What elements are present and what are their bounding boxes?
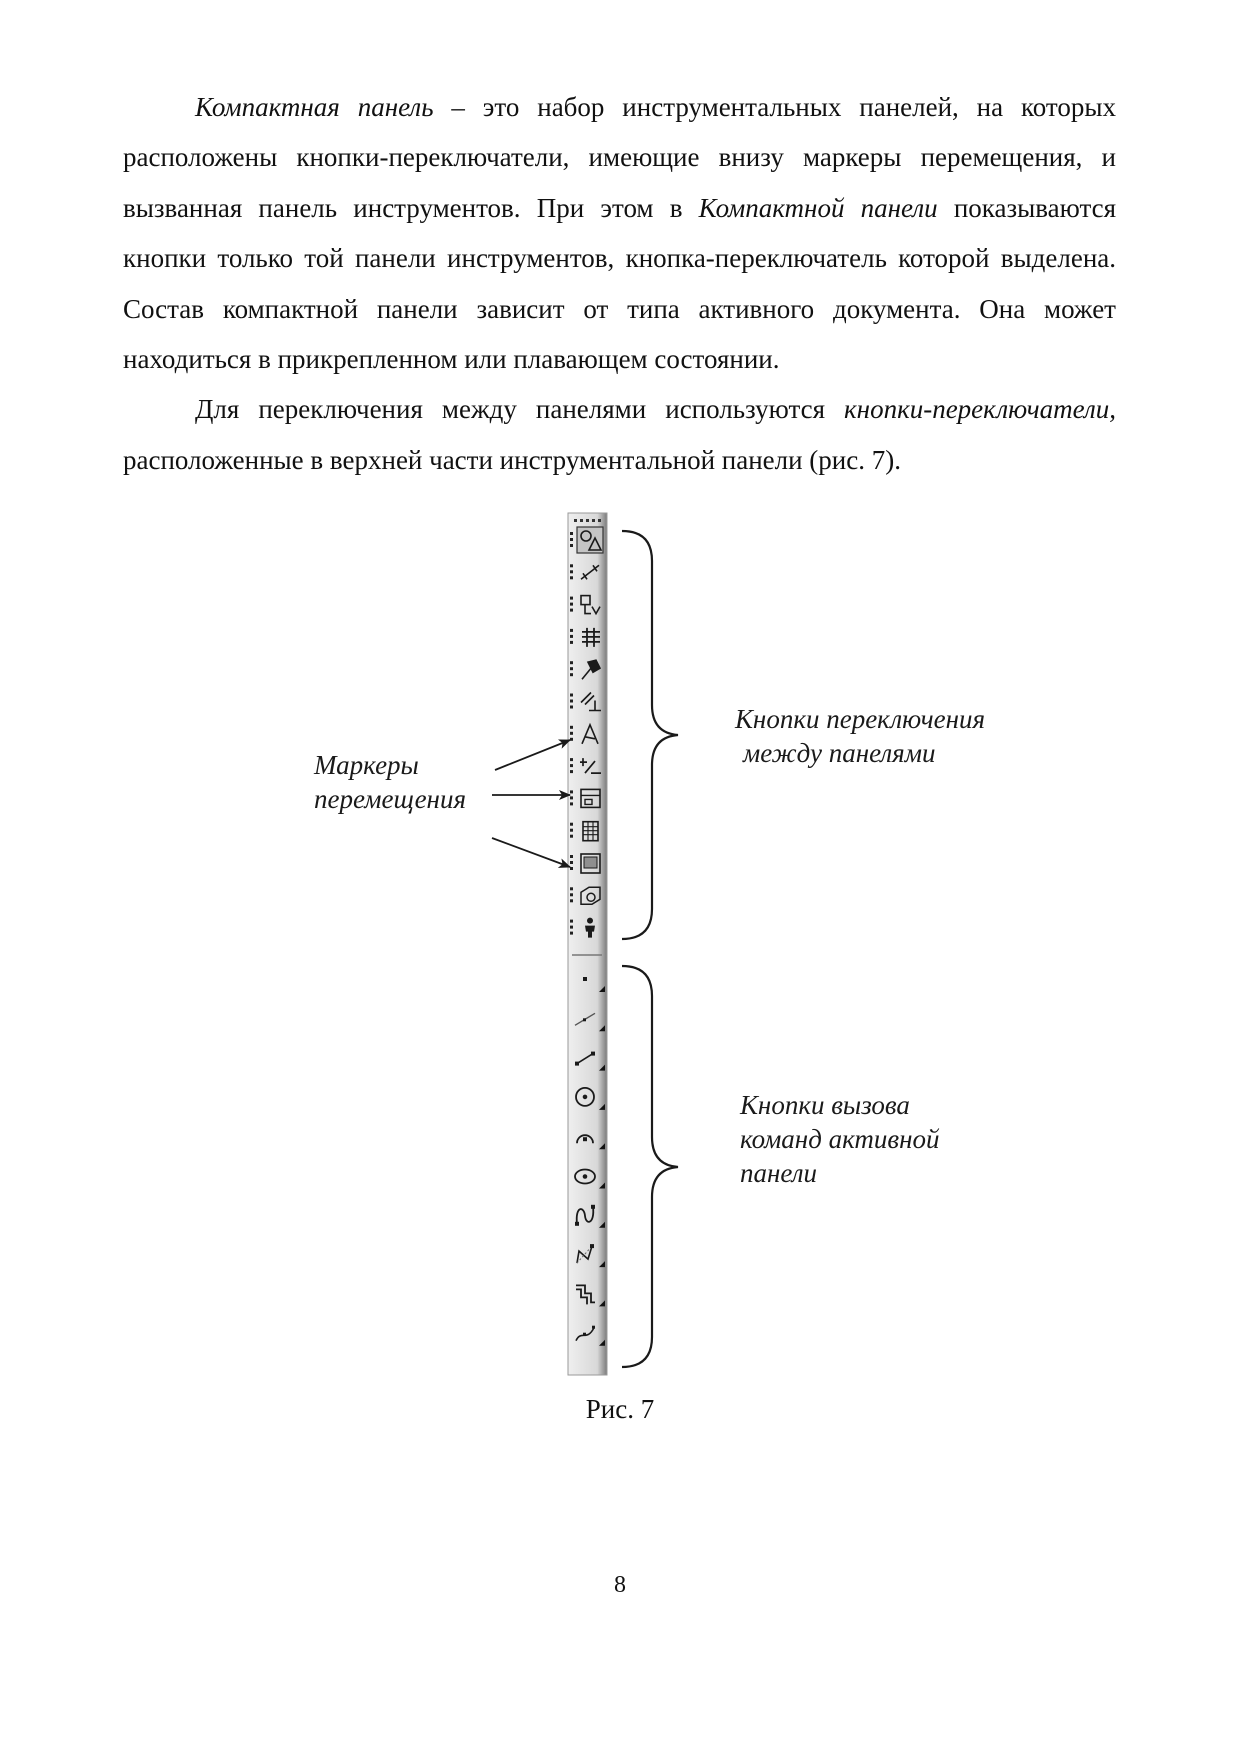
arrow-marker-1 xyxy=(495,740,570,770)
point-icon xyxy=(583,977,587,981)
move-marker[interactable] xyxy=(570,597,573,612)
paragraph-1: Компактная панель – это набор инструментальных панелей, на которых расположены кнопки-переключатели, имеющие внизу маркеры перемещения, и вызванная панель инструментов. При этом в Компактной панели показываются кнопки только той панели инструментов, кнопка-переключатель которой выделена. Состав компактной панели зависит от типа активного документа. Она может находиться в прикрепленном или плавающем состоянии. xyxy=(123,92,1116,375)
term-switch-buttons: кнопки-переключатели, xyxy=(844,394,1116,425)
term-compact-panel-2: Компактной панели xyxy=(698,192,938,223)
move-marker[interactable] xyxy=(570,726,573,741)
brace-switch-buttons xyxy=(622,531,678,939)
move-marker[interactable] xyxy=(570,694,573,709)
label-switch-buttons: Кнопки переключения между панелями xyxy=(735,704,986,768)
move-marker[interactable] xyxy=(570,758,573,773)
move-marker[interactable] xyxy=(570,661,573,676)
move-marker[interactable] xyxy=(570,532,573,547)
label-markers: Маркеры перемещения xyxy=(314,750,466,814)
move-marker[interactable] xyxy=(570,790,573,805)
move-marker[interactable] xyxy=(570,920,573,935)
paragraph-2: Для переключения между панелями используются кнопки-переключатели, расположенные в верхней части инструментальной панели (рис. 7). xyxy=(123,394,1116,475)
move-marker[interactable] xyxy=(570,564,573,579)
move-marker[interactable] xyxy=(570,629,573,644)
label-command-buttons: Кнопки вызова команд активной панели xyxy=(740,1090,940,1188)
page-number: 8 xyxy=(614,1572,626,1598)
move-marker[interactable] xyxy=(570,887,573,902)
move-marker[interactable] xyxy=(570,855,573,870)
brace-command-buttons xyxy=(622,966,678,1367)
move-marker[interactable] xyxy=(570,823,573,838)
term-compact-panel: Компактная панель xyxy=(195,92,434,122)
arrow-marker-3 xyxy=(492,838,570,867)
figure-caption: Рис. 7 xyxy=(585,1394,655,1424)
